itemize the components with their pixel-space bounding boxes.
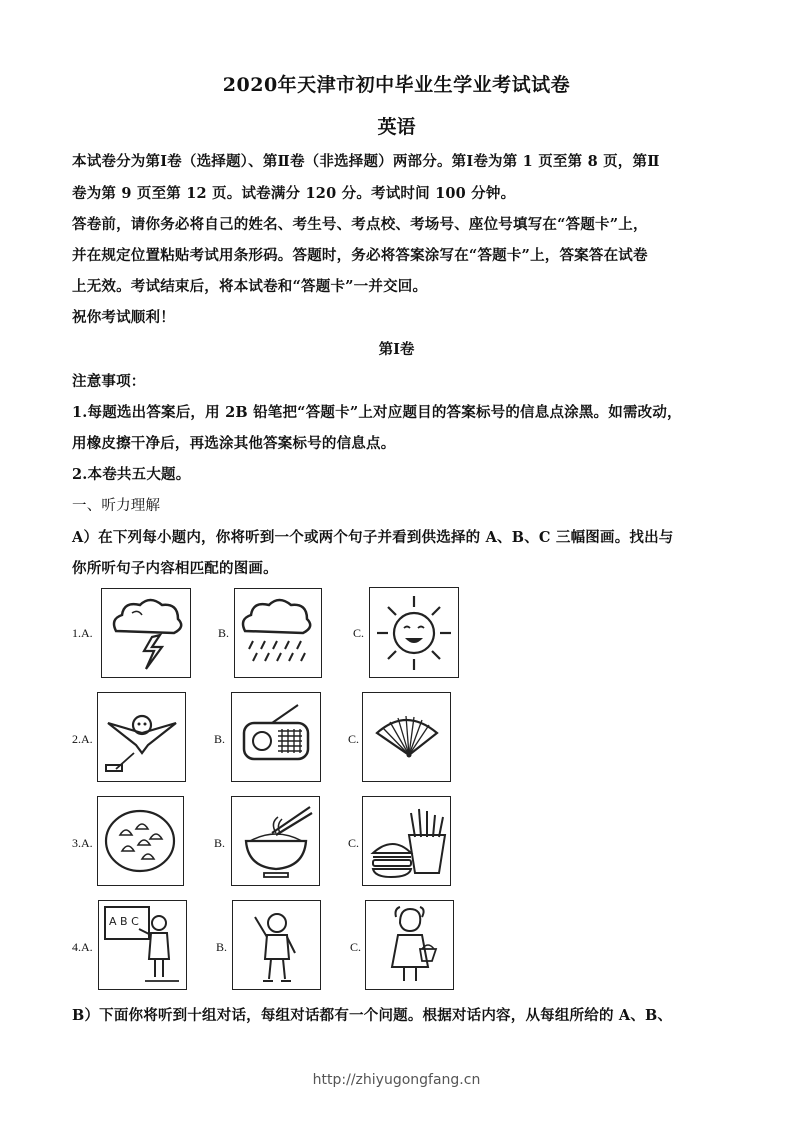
note-2: 2.本卷共五大题。 [72,466,191,483]
intro-line-5: 上无效。考试结束后，将本试卷和“答题卡”一并交回。 [72,278,428,295]
volume-heading: 第Ⅰ卷 [378,341,415,358]
q1-c-label: C. [353,626,365,640]
q3-c-label: C. [348,836,360,850]
q1-rain-picture [234,588,322,678]
intro-line-2: 卷为第 9 页至第 12 页。试卷满分 120 分。考试时间 100 分钟。 [72,185,516,202]
sun-icon [370,588,458,677]
q2-radio-picture [231,692,321,782]
subject-title: 英语 [377,116,416,138]
notes-heading: 注意事项： [72,373,146,390]
good-luck-line: 祝你考试顺利！ [72,309,175,326]
intro-line-1: 本试卷分为第Ⅰ卷（选择题）、第Ⅱ卷（非选择题）两部分。第Ⅰ卷为第 1 页至第 8 页，第Ⅱ [72,153,660,170]
q4-shopper-picture [365,900,454,990]
note-1-line-1: 1.每题选出答案后，用 2B 铅笔把“答题卡”上对应题目的答案标号的信息点涂黑。如需改动， [72,404,682,421]
storm-cloud-icon [102,589,190,677]
rain-cloud-icon [235,589,321,677]
q2-c-label: C. [348,732,360,746]
q2-toy-plane-picture [97,692,186,782]
q1-sun-picture [369,587,459,678]
q3-fastfood-picture [362,796,451,886]
q3-b-label: B. [214,836,226,850]
section-a-line-1: A）在下列每小题内，你将听到一个或两个句子并看到供选择的 A、B、C 三幅图画。找出与 [72,529,674,546]
q1-b-label: B. [218,626,230,640]
q2-b-label: B. [214,732,226,746]
q3-dumplings-picture [97,796,184,886]
section-a-line-2: 你所听句子内容相匹配的图画。 [72,560,278,577]
q4-boy-picture [232,900,321,990]
teacher-blackboard-icon [99,901,186,989]
folding-fan-icon [363,693,450,781]
q2-a-label: 2.A. [72,732,93,746]
dumplings-plate-icon [98,797,183,885]
q4-teacher-picture [98,900,187,990]
q2-fan-picture [362,692,451,782]
intro-line-3: 答卷前，请你务必将自己的姓名、考生号、考点校、考场号、座位号填写在“答题卡”上， [72,216,648,233]
q4-b-label: B. [216,940,228,954]
q1-a-label: 1.A. [72,626,93,640]
q3-noodles-picture [231,796,320,886]
radio-icon [232,693,320,781]
burger-fries-icon [363,797,450,885]
section-b-line-1: B）下面你将听到十组对话，每组对话都有一个问题。根据对话内容，从每组所给的 A、B、 [72,1007,673,1024]
q3-a-label: 3.A. [72,836,93,850]
note-1-line-2: 用橡皮擦干净后，再选涂其他答案标号的信息点。 [72,435,396,452]
waving-boy-icon [233,901,320,989]
footer-url[interactable]: http://zhiyugongfang.cn [312,1072,481,1088]
q4-a-label: 4.A. [72,940,93,954]
section-heading-listening: 一、听力理解 [72,498,161,514]
intro-line-4: 并在规定位置粘贴考试用条形码。答题时，务必将答案涂写在“答题卡”上，答案答在试卷 [72,247,648,264]
toy-plane-icon [98,693,185,781]
blackboard-letters: A B C [109,915,139,928]
q4-c-label: C. [350,940,362,954]
q1-storm-picture [101,588,191,678]
noodle-bowl-icon [232,797,319,885]
woman-basket-icon [366,901,453,989]
exam-title: 2020年天津市初中毕业生学业考试试卷 [222,74,571,96]
